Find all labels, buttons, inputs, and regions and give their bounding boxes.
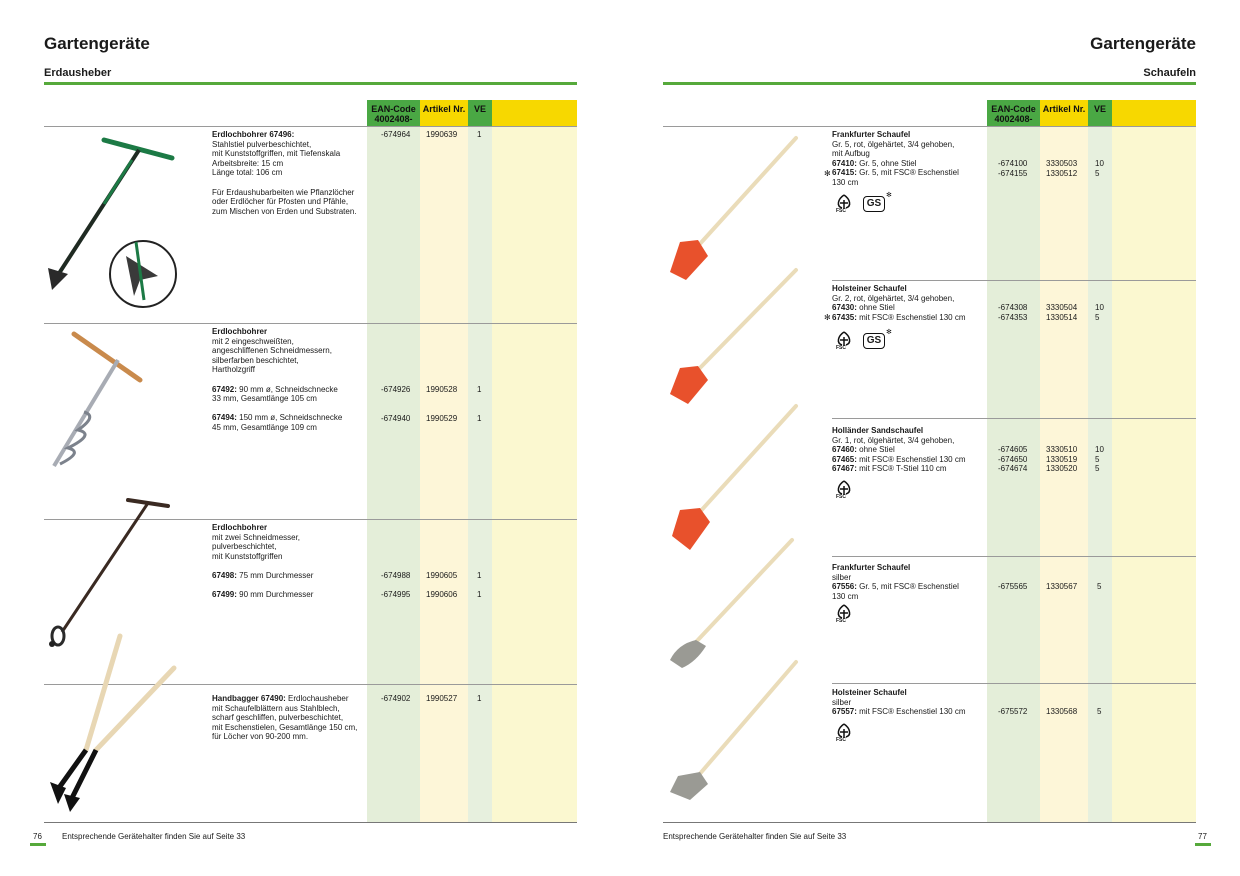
fsc-label: FSC — [836, 737, 846, 743]
product-title: Erdlochbohrer — [212, 523, 268, 532]
description-line: Gr. 2, rot, ölgehärtet, 3/4 gehoben, — [832, 293, 955, 303]
variant-text: ohne Stiel — [856, 445, 895, 455]
variant-code: 67460: — [832, 445, 857, 455]
variant-text: ohne Stiel — [856, 303, 895, 313]
ve-value: 1 — [477, 413, 482, 423]
variant-text: 33 mm, Gesamtlänge 105 cm — [212, 394, 317, 404]
description-line: Erdlochausheber — [285, 694, 349, 703]
right-row-divider — [832, 683, 1196, 684]
variant-code: 67492: — [212, 384, 237, 394]
right-p5-ve: 5 — [1097, 707, 1102, 716]
right-notes-column — [1112, 100, 1196, 823]
ve-value: 5 — [1095, 168, 1100, 178]
variant-text: mit FSC® Eschenstiel 130 cm — [856, 312, 966, 322]
right-p3-article-column — [1046, 445, 1077, 474]
ean-value: -674308 — [998, 303, 1028, 312]
left-p2-ean-column — [381, 385, 410, 423]
ean-value: -674100 — [998, 159, 1028, 168]
variant-code: 67499: — [212, 590, 237, 600]
right-p2-article-column — [1046, 303, 1077, 322]
left-p2-article-column — [426, 385, 457, 423]
right-p5-article: 1330568 — [1046, 707, 1078, 716]
ean-value: -674605 — [998, 445, 1028, 454]
left-p3-article-column — [426, 571, 457, 600]
variant-text: 45 mm, Gesamtlänge 109 cm — [212, 422, 317, 432]
right-p4-ve: 5 — [1097, 582, 1102, 591]
ve-value: 1 — [477, 571, 482, 580]
variant-text: Gr. 5, mit FSC® Eschenstiel — [856, 582, 959, 592]
left-article-header: Artikel Nr. — [420, 100, 468, 126]
fsc-logo — [834, 331, 854, 353]
description-line: mit Kunststoffgriffen, mit Tiefenskala — [212, 149, 341, 159]
auger-67498-image — [44, 494, 174, 654]
variant-code: 67556: — [832, 582, 857, 592]
description-line: silber — [832, 697, 852, 707]
fsc-star-marker: ✻ — [824, 313, 831, 322]
description-line: Gr. 5, rot, ölgehärtet, 3/4 gehoben, — [832, 139, 955, 149]
description-line: oder Erdlöcher für Pfosten und Pfähle, — [212, 197, 349, 207]
right-product-5-description — [832, 688, 992, 717]
fsc-label: FSC — [836, 618, 846, 624]
description-line: Arbeitsbreite: 15 cm — [212, 158, 284, 168]
product-title: Handbagger 67490: — [212, 694, 286, 703]
description-line: mit zwei Schneidmesser, — [212, 532, 301, 542]
description-line: Gr. 1, rot, ölgehärtet, 3/4 gehoben, — [832, 435, 955, 445]
right-p4-article: 1330567 — [1046, 582, 1078, 591]
product-title: Holsteiner Schaufel — [832, 688, 907, 697]
shovel-holsteiner-silver-image — [668, 660, 808, 804]
ve-value: 10 — [1095, 445, 1104, 454]
shovel-hollaender-red-image — [668, 404, 808, 554]
right-p3-ve-column — [1095, 445, 1104, 474]
description-line: silber — [832, 572, 852, 582]
description-line: Stahlstiel pulverbeschichtet, — [212, 139, 312, 149]
right-p1-article-column — [1046, 159, 1077, 178]
left-product-4-description — [212, 694, 372, 742]
right-product-1-description — [832, 130, 992, 188]
right-title-rule — [663, 82, 1196, 85]
right-row-divider — [832, 418, 1196, 419]
variant-code: 67498: — [212, 570, 237, 580]
description-line: zum Mischen von Erden und Substraten. — [212, 206, 357, 216]
right-footer-note: Entsprechende Gerätehalter finden Sie auf Seite 33 — [663, 832, 847, 841]
product-title: Erdlochbohrer 67496: — [212, 130, 295, 139]
left-ve-header: VE — [468, 100, 492, 126]
ean-value: -674353 — [998, 312, 1028, 322]
fsc-logo — [834, 480, 854, 502]
left-p3-ve-column — [477, 571, 481, 600]
description-line: mit 2 eingeschweißten, — [212, 336, 294, 346]
ean-value: -674995 — [381, 590, 411, 600]
left-product-1-description — [212, 130, 372, 216]
description-line: mit Schaufelblättern aus Stahlblech, — [212, 703, 340, 713]
ve-value: 5 — [1095, 464, 1100, 474]
variant-code: 67435: — [832, 312, 857, 322]
left-bottom-rule — [44, 822, 577, 823]
ean-value: -674940 — [381, 413, 411, 423]
right-p2-ve-column — [1095, 303, 1104, 322]
description-line: scharf geschliffen, pulverbeschichtet, — [212, 713, 344, 723]
variant-code: 67415: — [832, 168, 857, 178]
left-page-title: Gartengeräte — [44, 34, 150, 53]
variant-text: 75 mm Durchmesser — [236, 570, 314, 580]
fsc-star-marker: ✻ — [824, 169, 831, 178]
right-product-2-description — [832, 284, 992, 322]
product-title: Erdlochbohrer — [212, 327, 268, 336]
left-p1-ve: 1 — [477, 130, 482, 139]
variant-text: 130 cm — [832, 177, 859, 187]
right-page-title: Gartengeräte — [1090, 34, 1196, 53]
description-line: angeschliffenen Schneidmessern, — [212, 346, 332, 356]
fsc-label: FSC — [836, 345, 846, 351]
gs-seal-logo: GS — [863, 196, 885, 212]
auger-67492-image — [44, 326, 174, 476]
variant-text: Gr. 5, mit FSC® Eschenstiel — [856, 168, 959, 178]
left-product-2-description — [212, 327, 372, 433]
left-ean-header: EAN-Code 4002408- — [367, 100, 420, 126]
right-section-title: Schaufeln — [1143, 67, 1196, 79]
shovel-frankfurter-silver-image — [668, 536, 808, 672]
variant-code: 67410: — [832, 158, 857, 168]
left-notes-column — [492, 100, 577, 823]
product-title: Holländer Sandschaufel — [832, 426, 924, 435]
shovel-holsteiner-red-image — [668, 268, 808, 408]
left-row-divider — [44, 126, 577, 127]
left-footer-note: Entsprechende Gerätehalter finden Sie auf Seite 33 — [62, 832, 246, 841]
left-empty-header — [492, 100, 577, 126]
left-p1-article: 1990639 — [426, 130, 458, 139]
gs-seal-logo: GS — [863, 333, 885, 349]
ean-value: -674674 — [998, 464, 1028, 474]
left-p3-ean-column — [381, 571, 410, 600]
fsc-label: FSC — [836, 208, 846, 214]
variant-text: mit FSC® T-Stiel 110 cm — [856, 464, 947, 474]
variant-code: 67465: — [832, 454, 857, 464]
left-page-number-bar — [30, 843, 46, 846]
right-page-number: 77 — [1198, 832, 1207, 841]
variant-code: 67557: — [832, 707, 857, 717]
variant-text: mit FSC® Eschenstiel 130 cm — [856, 454, 966, 464]
article-value: 1990528 — [426, 385, 458, 394]
right-row-divider — [832, 280, 1196, 281]
fsc-label: FSC — [836, 494, 846, 500]
ve-value: 1 — [477, 590, 482, 600]
ve-value: 5 — [1095, 454, 1100, 464]
ean-value: -674988 — [381, 571, 411, 580]
article-value: 1330520 — [1046, 464, 1078, 474]
article-value: 1330519 — [1046, 454, 1078, 464]
right-article-header: Artikel Nr. — [1040, 100, 1088, 126]
left-page-number: 76 — [33, 832, 42, 841]
description-line: Hartholzgriff — [212, 365, 255, 375]
fsc-logo — [834, 194, 854, 216]
article-value: 3330503 — [1046, 159, 1078, 168]
article-value: 1990605 — [426, 571, 458, 580]
right-ve-header: VE — [1088, 100, 1112, 126]
description-line: Länge total: 106 cm — [212, 168, 283, 178]
ean-value: -674155 — [998, 168, 1028, 178]
article-value: 1330512 — [1046, 168, 1078, 178]
variant-text: 150 mm ø, Schneidschnecke — [236, 413, 343, 423]
right-p1-ve-column — [1095, 159, 1104, 178]
right-product-3-description — [832, 426, 992, 474]
left-ve-column — [468, 100, 492, 823]
variant-text: 90 mm Durchmesser — [236, 590, 314, 600]
description-line: mit Aufbug — [832, 149, 870, 159]
variant-code: 67467: — [832, 464, 857, 474]
left-p1-ean: -674964 — [381, 130, 411, 139]
shovel-frankfurter-red-image — [668, 136, 808, 280]
product-title: Frankfurter Schaufel — [832, 563, 911, 572]
right-ean-header: EAN-Code 4002408- — [987, 100, 1040, 126]
article-value: 1990606 — [426, 590, 458, 600]
left-p4-ve: 1 — [477, 694, 482, 703]
left-section-title: Erdausheber — [44, 67, 112, 79]
variant-text: mit FSC® Eschenstiel 130 cm — [856, 707, 966, 717]
ve-value: 5 — [1095, 312, 1100, 322]
left-p4-ean: -674902 — [381, 694, 411, 703]
description-line: Für Erdaushubarbeiten wie Pflanzlöcher — [212, 187, 355, 197]
product-title: Holsteiner Schaufel — [832, 284, 907, 293]
description-line: für Löcher von 90-200 mm. — [212, 732, 309, 742]
left-p2-ve-column — [477, 385, 481, 423]
left-title-rule — [44, 82, 577, 85]
post-hole-digger-67490-image — [44, 632, 184, 812]
article-value: 1990529 — [426, 413, 458, 423]
right-p3-ean-column — [998, 445, 1027, 474]
right-p4-ean: -675565 — [998, 582, 1028, 591]
right-p2-ean-column — [998, 303, 1027, 322]
right-bottom-rule — [663, 822, 1196, 823]
left-row-divider — [44, 323, 577, 324]
variant-text: Gr. 5, ohne Stiel — [856, 158, 917, 168]
description-line: mit Kunststoffgriffen — [212, 551, 283, 561]
auger-67496-image — [44, 130, 184, 310]
variant-text: 90 mm ø, Schneidschnecke — [236, 384, 338, 394]
ve-value: 10 — [1095, 303, 1104, 312]
description-line: pulverbeschichtet, — [212, 542, 277, 552]
variant-code: 67430: — [832, 303, 857, 313]
description-line: silberfarben beschichtet, — [212, 355, 299, 365]
product-title: Frankfurter Schaufel — [832, 130, 911, 139]
article-value: 3330510 — [1046, 445, 1078, 454]
right-page-number-bar — [1195, 843, 1211, 846]
right-p5-ean: -675572 — [998, 707, 1028, 716]
right-p1-ean-column — [998, 159, 1027, 178]
variant-code: 67494: — [212, 413, 237, 423]
right-row-divider — [663, 126, 1196, 127]
right-empty-header — [1112, 100, 1196, 126]
left-product-3-description — [212, 523, 372, 600]
right-row-divider — [832, 556, 1196, 557]
description-line: mit Eschenstielen, Gesamtlänge 150 cm, — [212, 722, 358, 732]
article-value: 3330504 — [1046, 303, 1078, 312]
article-value: 1330514 — [1046, 312, 1078, 322]
fsc-logo — [834, 604, 854, 626]
ve-value: 10 — [1095, 159, 1104, 168]
gs-star-marker: ✻ — [886, 192, 892, 199]
fsc-logo — [834, 723, 854, 745]
gs-star-marker: ✻ — [886, 329, 892, 336]
right-product-4-description — [832, 563, 992, 601]
left-ean-column — [367, 100, 420, 823]
ean-value: -674926 — [381, 385, 411, 394]
left-p4-article: 1990527 — [426, 694, 458, 703]
ean-value: -674650 — [998, 454, 1028, 464]
variant-text: 130 cm — [832, 591, 859, 601]
left-article-column — [420, 100, 468, 823]
ve-value: 1 — [477, 385, 482, 394]
